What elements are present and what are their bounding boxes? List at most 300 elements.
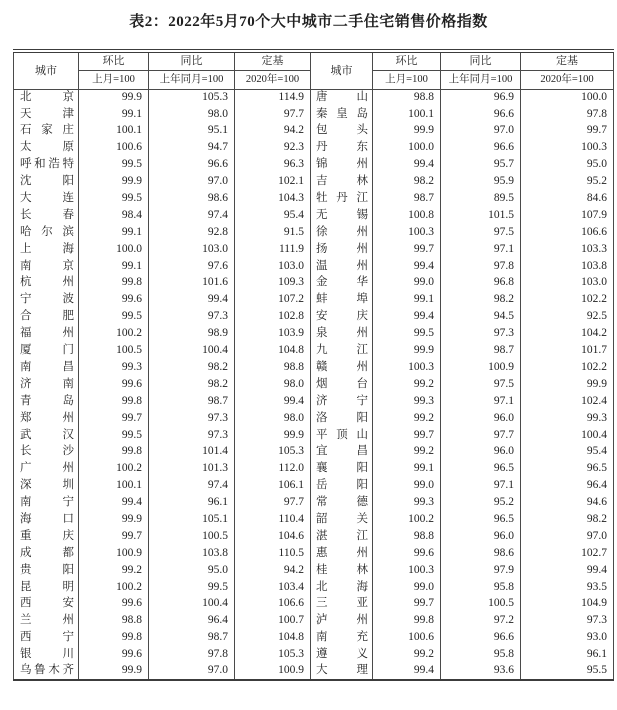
city-name-cell	[311, 157, 373, 174]
city-name: 泉州	[316, 327, 368, 340]
city-name-cell	[311, 663, 373, 680]
index-value-cell: 100.9	[441, 359, 521, 376]
index-value-cell: 100.0	[79, 241, 149, 258]
index-value-cell: 96.0	[441, 528, 521, 545]
city-name: 南昌	[20, 360, 74, 373]
index-value-cell: 98.8	[373, 528, 441, 545]
table-row	[14, 325, 614, 342]
index-value-cell: 96.5	[521, 461, 614, 478]
index-value-cell: 99.4	[79, 494, 149, 511]
header-yoy-base-left: 上年同月=100	[149, 70, 235, 89]
index-value-cell: 103.0	[235, 258, 311, 275]
index-value-cell: 96.1	[521, 646, 614, 663]
index-value-cell: 91.5	[235, 224, 311, 241]
index-value-cell: 92.8	[149, 224, 235, 241]
index-value-cell: 97.4	[149, 207, 235, 224]
index-value-cell: 99.2	[373, 376, 441, 393]
table-row	[14, 123, 614, 140]
index-value-cell: 99.9	[79, 89, 149, 106]
index-value-cell: 97.9	[441, 562, 521, 579]
index-value-cell: 105.3	[235, 646, 311, 663]
city-name: 韶关	[316, 512, 368, 525]
index-value-cell: 100.0	[521, 89, 614, 106]
city-name-cell	[14, 613, 79, 630]
index-value-cell: 99.5	[79, 309, 149, 326]
city-name-cell	[311, 190, 373, 207]
index-value-cell: 96.4	[149, 613, 235, 630]
index-value-cell: 98.7	[149, 630, 235, 647]
index-value-cell: 99.0	[373, 275, 441, 292]
index-value-cell: 96.0	[441, 410, 521, 427]
index-value-cell: 99.3	[373, 494, 441, 511]
city-name-cell	[311, 528, 373, 545]
city-name-cell	[14, 140, 79, 157]
index-value-cell: 99.6	[79, 646, 149, 663]
city-name: 宁波	[20, 293, 74, 306]
header-mom-right: 环比	[373, 51, 441, 70]
index-value-cell: 99.7	[521, 123, 614, 140]
table-row	[14, 359, 614, 376]
city-name-cell	[14, 630, 79, 647]
city-name: 桂林	[316, 563, 368, 576]
city-name-cell	[14, 579, 79, 596]
city-name-cell	[14, 106, 79, 123]
index-value-cell: 97.3	[149, 309, 235, 326]
table-row	[14, 190, 614, 207]
city-name: 洛阳	[316, 411, 368, 424]
index-value-cell: 98.7	[149, 393, 235, 410]
table-row	[14, 376, 614, 393]
index-value-cell: 103.0	[149, 241, 235, 258]
city-name-cell	[14, 123, 79, 140]
city-name-cell	[311, 173, 373, 190]
city-name: 南充	[316, 631, 368, 644]
index-value-cell: 99.6	[373, 545, 441, 562]
index-value-cell: 92.5	[521, 309, 614, 326]
index-value-cell: 99.9	[235, 427, 311, 444]
index-value-cell: 99.8	[79, 444, 149, 461]
city-name-cell	[14, 173, 79, 190]
index-value-cell: 99.9	[521, 376, 614, 393]
header-yoy-left: 同比	[149, 51, 235, 70]
index-value-cell: 97.7	[441, 427, 521, 444]
index-value-cell: 93.0	[521, 630, 614, 647]
index-value-cell: 99.4	[373, 258, 441, 275]
header-row-1	[14, 51, 614, 70]
index-value-cell: 100.9	[235, 663, 311, 680]
index-value-cell: 98.2	[521, 511, 614, 528]
city-name: 北京	[20, 90, 74, 103]
index-value-cell: 96.6	[441, 106, 521, 123]
city-name: 合肥	[20, 310, 74, 323]
city-name-cell	[311, 646, 373, 663]
index-value-cell: 110.5	[235, 545, 311, 562]
index-value-cell: 100.2	[79, 579, 149, 596]
city-name: 呼和浩特	[20, 158, 74, 171]
table-row	[14, 157, 614, 174]
city-name: 赣州	[316, 360, 368, 373]
index-value-cell: 98.6	[441, 545, 521, 562]
city-name-cell	[311, 494, 373, 511]
table-row	[14, 393, 614, 410]
index-value-cell: 98.0	[235, 410, 311, 427]
index-value-cell: 102.2	[521, 359, 614, 376]
index-value-cell: 99.1	[373, 461, 441, 478]
city-name: 大理	[316, 664, 368, 677]
index-value-cell: 100.3	[373, 224, 441, 241]
city-name: 平顶山	[316, 428, 368, 441]
index-value-cell: 97.3	[149, 427, 235, 444]
index-value-cell: 103.4	[235, 579, 311, 596]
city-name-cell	[14, 461, 79, 478]
city-name-cell	[14, 444, 79, 461]
city-name-cell	[311, 106, 373, 123]
city-name-cell	[311, 359, 373, 376]
city-name-cell	[311, 562, 373, 579]
index-value-cell: 110.4	[235, 511, 311, 528]
city-name: 沈阳	[20, 175, 74, 188]
index-value-cell: 95.0	[149, 562, 235, 579]
index-value-cell: 99.8	[79, 275, 149, 292]
index-value-cell: 99.8	[79, 630, 149, 647]
city-name: 济南	[20, 377, 74, 390]
city-name-cell	[311, 410, 373, 427]
index-value-cell: 99.4	[373, 663, 441, 680]
city-name: 大连	[20, 192, 74, 205]
index-value-cell: 96.6	[441, 630, 521, 647]
index-value-cell: 97.8	[149, 646, 235, 663]
index-value-cell: 99.5	[79, 427, 149, 444]
index-value-cell: 109.3	[235, 275, 311, 292]
index-value-cell: 99.2	[373, 646, 441, 663]
city-name-cell	[311, 393, 373, 410]
index-value-cell: 100.3	[373, 562, 441, 579]
table-row	[14, 461, 614, 478]
index-value-cell: 101.4	[149, 444, 235, 461]
city-name: 青岛	[20, 394, 74, 407]
index-value-cell: 99.1	[79, 258, 149, 275]
index-value-cell: 95.1	[149, 123, 235, 140]
index-value-cell: 107.2	[235, 292, 311, 309]
city-name: 上海	[20, 242, 74, 255]
index-value-cell: 94.5	[441, 309, 521, 326]
city-name-cell	[14, 545, 79, 562]
index-value-cell: 96.5	[441, 461, 521, 478]
index-value-cell: 99.5	[79, 190, 149, 207]
index-value-cell: 99.9	[373, 123, 441, 140]
index-value-cell: 100.1	[79, 477, 149, 494]
table-row	[14, 342, 614, 359]
city-name-cell	[311, 275, 373, 292]
city-name: 惠州	[316, 546, 368, 559]
table-row	[14, 140, 614, 157]
index-value-cell: 105.3	[235, 444, 311, 461]
index-value-cell: 101.6	[149, 275, 235, 292]
city-name-cell	[14, 190, 79, 207]
index-value-cell: 104.3	[235, 190, 311, 207]
index-value-cell: 99.9	[373, 342, 441, 359]
index-value-cell: 103.8	[521, 258, 614, 275]
index-value-cell: 97.0	[521, 528, 614, 545]
index-value-cell: 97.8	[521, 106, 614, 123]
index-value-cell: 99.4	[235, 393, 311, 410]
city-name-cell	[311, 207, 373, 224]
city-name-cell	[311, 123, 373, 140]
index-value-cell: 97.5	[441, 376, 521, 393]
city-name-cell	[14, 393, 79, 410]
city-name: 秦皇岛	[316, 107, 368, 120]
table-row	[14, 528, 614, 545]
city-name-cell	[14, 325, 79, 342]
index-value-cell: 97.1	[441, 393, 521, 410]
city-name: 厦门	[20, 344, 74, 357]
index-value-cell: 99.0	[373, 477, 441, 494]
city-name-cell	[14, 528, 79, 545]
table-row	[14, 258, 614, 275]
city-name-cell	[14, 342, 79, 359]
city-name: 武汉	[20, 428, 74, 441]
index-value-cell: 97.0	[149, 663, 235, 680]
city-name: 太原	[20, 141, 74, 154]
city-name: 泸州	[316, 614, 368, 627]
city-name: 天津	[20, 107, 74, 120]
index-value-cell: 105.3	[149, 89, 235, 106]
city-name-cell	[311, 579, 373, 596]
index-value-cell: 97.1	[441, 241, 521, 258]
table-row	[14, 106, 614, 123]
index-value-cell: 99.4	[149, 292, 235, 309]
header-yoy-right: 同比	[441, 51, 521, 70]
index-value-cell: 95.2	[441, 494, 521, 511]
index-value-cell: 100.2	[79, 461, 149, 478]
index-value-cell: 99.6	[79, 292, 149, 309]
index-value-cell: 99.3	[521, 410, 614, 427]
index-value-cell: 100.5	[149, 528, 235, 545]
index-value-cell: 100.4	[149, 596, 235, 613]
index-value-cell: 95.9	[441, 173, 521, 190]
city-name-cell	[311, 511, 373, 528]
city-name-cell	[14, 562, 79, 579]
city-name: 安庆	[316, 310, 368, 323]
index-value-cell: 99.1	[373, 292, 441, 309]
city-name-cell	[311, 427, 373, 444]
index-value-cell: 103.3	[521, 241, 614, 258]
index-value-cell: 98.9	[149, 325, 235, 342]
city-name: 扬州	[316, 242, 368, 255]
index-value-cell: 99.2	[373, 444, 441, 461]
city-name-cell	[311, 545, 373, 562]
city-name-cell	[14, 157, 79, 174]
city-name: 昆明	[20, 580, 74, 593]
index-value-cell: 100.1	[79, 123, 149, 140]
city-name: 银川	[20, 648, 74, 661]
city-name: 兰州	[20, 614, 74, 627]
city-name: 岳阳	[316, 479, 368, 492]
city-name: 无锡	[316, 208, 368, 221]
city-name: 北海	[316, 580, 368, 593]
city-name-cell	[311, 309, 373, 326]
index-value-cell: 99.2	[79, 562, 149, 579]
index-value-cell: 99.8	[79, 393, 149, 410]
index-value-cell: 99.4	[373, 309, 441, 326]
index-value-cell: 102.4	[521, 393, 614, 410]
city-name: 深圳	[20, 479, 74, 492]
city-name-cell	[14, 224, 79, 241]
index-value-cell: 99.9	[79, 663, 149, 680]
index-value-cell: 100.2	[79, 325, 149, 342]
index-value-cell: 99.2	[373, 410, 441, 427]
city-name: 海口	[20, 512, 74, 525]
city-name-cell	[311, 342, 373, 359]
table-row	[14, 410, 614, 427]
city-name: 长春	[20, 208, 74, 221]
city-name: 郑州	[20, 411, 74, 424]
table-row	[14, 511, 614, 528]
table-row	[14, 173, 614, 190]
city-name: 九江	[316, 344, 368, 357]
table-row	[14, 630, 614, 647]
header-mom-base-right: 上月=100	[373, 70, 441, 89]
index-value-cell: 96.4	[521, 477, 614, 494]
index-value-cell: 98.7	[441, 342, 521, 359]
city-name: 重庆	[20, 529, 74, 542]
city-name-cell	[14, 258, 79, 275]
index-value-cell: 95.7	[441, 157, 521, 174]
index-value-cell: 101.3	[149, 461, 235, 478]
table-row	[14, 494, 614, 511]
table-row	[14, 224, 614, 241]
price-index-table	[13, 49, 614, 681]
index-value-cell: 106.1	[235, 477, 311, 494]
city-name: 杭州	[20, 276, 74, 289]
index-value-cell: 95.4	[521, 444, 614, 461]
index-value-cell: 112.0	[235, 461, 311, 478]
table-row	[14, 545, 614, 562]
city-name-cell	[14, 646, 79, 663]
city-name: 金华	[316, 276, 368, 289]
city-name: 包头	[316, 124, 368, 137]
city-name-cell	[14, 359, 79, 376]
index-value-cell: 99.0	[373, 579, 441, 596]
city-name-cell	[14, 376, 79, 393]
city-name-cell	[311, 444, 373, 461]
header-mom-left: 环比	[79, 51, 149, 70]
city-name-cell	[311, 258, 373, 275]
city-name-cell	[14, 494, 79, 511]
index-value-cell: 96.1	[149, 494, 235, 511]
table-row	[14, 292, 614, 309]
index-value-cell: 96.6	[441, 140, 521, 157]
city-name-cell	[14, 596, 79, 613]
index-value-cell: 98.2	[149, 376, 235, 393]
table-body	[14, 89, 614, 680]
index-value-cell: 93.6	[441, 663, 521, 680]
city-name-cell	[311, 477, 373, 494]
index-value-cell: 96.5	[441, 511, 521, 528]
city-name: 牡丹江	[316, 192, 368, 205]
city-name: 哈尔滨	[20, 225, 74, 238]
city-name: 蚌埠	[316, 293, 368, 306]
index-value-cell: 95.8	[441, 646, 521, 663]
city-name-cell	[311, 376, 373, 393]
city-name: 南宁	[20, 496, 74, 509]
header-fixed-base-left: 定基	[235, 51, 311, 70]
city-name: 成都	[20, 546, 74, 559]
city-name: 温州	[316, 259, 368, 272]
index-value-cell: 99.3	[373, 393, 441, 410]
city-name: 乌鲁木齐	[20, 664, 74, 677]
page-title: 表2：2022年5月70个大中城市二手住宅销售价格指数	[129, 14, 488, 30]
index-value-cell: 97.6	[149, 258, 235, 275]
city-name-cell	[14, 427, 79, 444]
city-name-cell	[14, 207, 79, 224]
index-value-cell: 97.0	[149, 173, 235, 190]
city-name-cell	[311, 89, 373, 106]
city-name: 石家庄	[20, 124, 74, 137]
index-value-cell: 99.5	[149, 579, 235, 596]
table-row	[14, 646, 614, 663]
index-value-cell: 94.2	[235, 562, 311, 579]
city-name: 长沙	[20, 445, 74, 458]
city-name: 贵阳	[20, 563, 74, 576]
index-value-cell: 100.5	[79, 342, 149, 359]
index-value-cell: 99.1	[79, 224, 149, 241]
city-name: 广州	[20, 462, 74, 475]
index-value-cell: 100.6	[79, 140, 149, 157]
index-value-cell: 105.1	[149, 511, 235, 528]
index-value-cell: 102.1	[235, 173, 311, 190]
index-value-cell: 104.6	[235, 528, 311, 545]
city-name: 西宁	[20, 631, 74, 644]
index-value-cell: 95.2	[521, 173, 614, 190]
index-value-cell: 99.9	[79, 173, 149, 190]
index-value-cell: 100.0	[373, 140, 441, 157]
index-value-cell: 95.8	[441, 579, 521, 596]
index-value-cell: 103.0	[521, 275, 614, 292]
city-name: 福州	[20, 327, 74, 340]
index-value-cell: 97.2	[441, 613, 521, 630]
table-row	[14, 477, 614, 494]
index-value-cell: 99.5	[79, 157, 149, 174]
city-name-cell	[14, 410, 79, 427]
index-value-cell: 94.2	[235, 123, 311, 140]
index-value-cell: 106.6	[521, 224, 614, 241]
index-value-cell: 98.4	[79, 207, 149, 224]
index-value-cell: 97.4	[149, 477, 235, 494]
city-name: 烟台	[316, 377, 368, 390]
index-value-cell: 102.7	[521, 545, 614, 562]
index-value-cell: 98.6	[149, 190, 235, 207]
index-value-cell: 97.7	[235, 494, 311, 511]
index-value-cell: 100.6	[373, 630, 441, 647]
index-value-cell: 99.7	[373, 596, 441, 613]
city-name-cell	[311, 325, 373, 342]
index-value-cell: 92.3	[235, 140, 311, 157]
index-value-cell: 97.3	[521, 613, 614, 630]
index-value-cell: 99.4	[521, 562, 614, 579]
index-value-cell: 103.9	[235, 325, 311, 342]
header-fixed-base-base-right: 2020年=100	[521, 70, 614, 89]
table-row	[14, 613, 614, 630]
city-name-cell	[311, 613, 373, 630]
city-name-cell	[311, 461, 373, 478]
index-value-cell: 94.6	[521, 494, 614, 511]
index-value-cell: 100.9	[79, 545, 149, 562]
index-value-cell: 100.2	[373, 511, 441, 528]
city-name: 南京	[20, 259, 74, 272]
index-value-cell: 100.4	[521, 427, 614, 444]
table-row	[14, 562, 614, 579]
